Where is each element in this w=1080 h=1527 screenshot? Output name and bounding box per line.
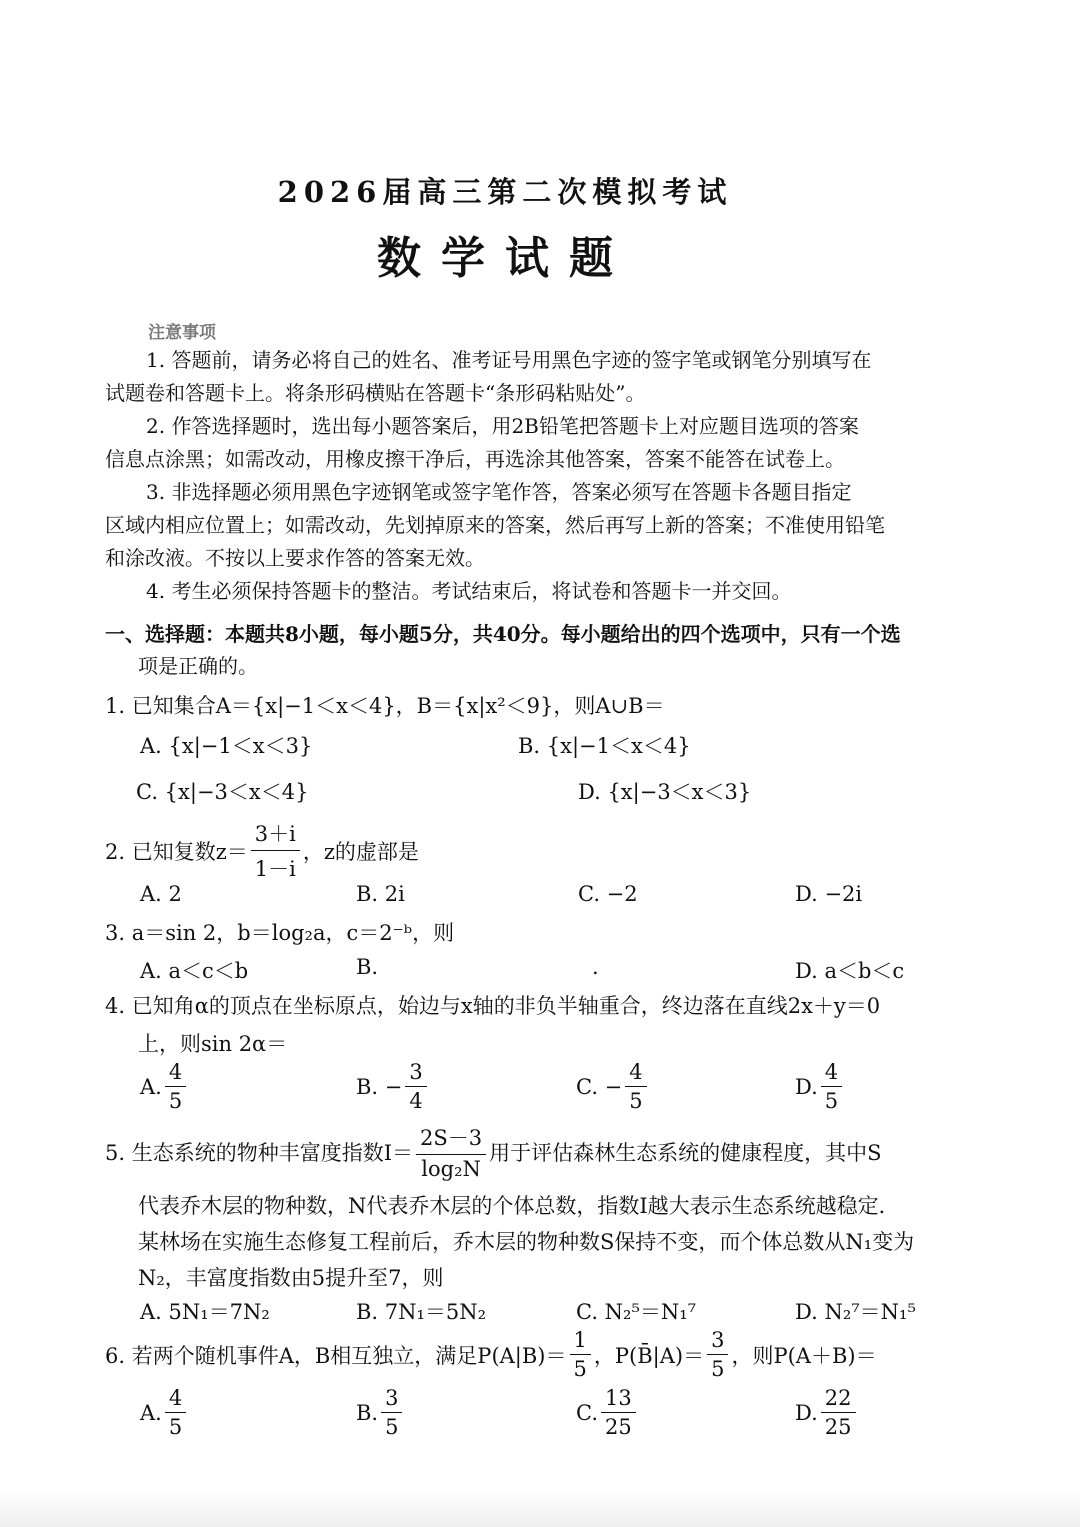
fraction-den: 25	[605, 1415, 632, 1439]
q5-fraction-num: 2S－3	[416, 1122, 486, 1155]
q1-option-d: D. {x|−3＜x＜3}	[578, 780, 752, 804]
exam-subtitle: 2026届高三第二次模拟考试	[277, 175, 733, 209]
q2-stem	[105, 818, 419, 883]
q5-option-b: B. 7N₁＝5N₂	[356, 1300, 487, 1324]
q2-fraction	[251, 818, 300, 883]
q5-option-c: C. N₂⁵＝N₁⁷	[576, 1300, 697, 1324]
section-heading-cont: 项是正确的。	[138, 654, 258, 678]
q6-stem-post: ，则P(A＋B)＝	[731, 1343, 877, 1368]
q6-option-d	[795, 1386, 859, 1439]
notice-line: 信息点涂黑；如需改动，用橡皮擦干净后，再选涂其他答案，答案不能答在试卷上。	[105, 447, 845, 471]
notice-line: 区域内相应位置上；如需改动，先划掉原来的答案，然后再写上新的答案；不准使用铅笔	[105, 513, 885, 537]
q3-stem: 3. a＝sin 2，b＝log₂a，c＝2⁻ᵇ，则	[105, 921, 455, 945]
fraction-den: 5	[711, 1357, 725, 1381]
q6-stem-mid: ，P(B̄|A)＝	[593, 1343, 705, 1368]
fraction-den: 5	[573, 1357, 587, 1381]
q4-option-d-label: D.	[795, 1074, 818, 1099]
q4-option-a-fraction	[165, 1060, 186, 1113]
fraction-den: 5	[168, 1415, 183, 1439]
q4-option-b-fraction	[405, 1060, 426, 1113]
fraction-num: 13	[601, 1386, 636, 1413]
q4-option-c	[576, 1060, 650, 1113]
fraction-num: 3	[405, 1060, 426, 1087]
q1-option-c: C. {x|−3＜x＜4}	[136, 780, 309, 804]
q5-stem-line3: 某林场在实施生态修复工程前后，乔木层的物种数S保持不变，而个体总数从N₁变为	[138, 1230, 915, 1254]
notice-line: 2. 作答选择题时，选出每小题答案后，用2B铅笔把答题卡上对应题目选项的答案	[146, 414, 859, 438]
fraction-den: 5	[168, 1089, 183, 1113]
page-bottom-shadow	[0, 1490, 1080, 1527]
section-heading: 一、选择题：本题共8小题，每小题5分，共40分。每小题给出的四个选项中，只有一个选	[105, 622, 901, 646]
q6-stem-pre: 6. 若两个随机事件A，B相互独立，满足P(A|B)＝	[105, 1343, 567, 1368]
q4-option-c-fraction	[625, 1060, 646, 1113]
q5-stem-pre: 5. 生态系统的物种丰富度指数I＝	[105, 1140, 414, 1165]
fraction-num: 3	[381, 1386, 402, 1413]
q2-option-a: A. 2	[140, 882, 182, 906]
q2-option-c: C. −2	[578, 882, 638, 906]
q6-option-d-label: D.	[795, 1400, 818, 1425]
q6-option-d-fraction	[821, 1386, 856, 1439]
q6-fraction-1	[570, 1328, 591, 1381]
fraction-num: 1	[570, 1328, 591, 1355]
q3-option-a: A. a＜c＜b	[140, 959, 249, 983]
q6-option-b	[356, 1386, 405, 1439]
q2-option-d: D. −2i	[795, 882, 863, 906]
q6-fraction-2	[707, 1328, 728, 1381]
q4-option-a-label: A.	[140, 1074, 162, 1099]
q6-option-c-label: C.	[576, 1400, 598, 1425]
q3-option-d: D. a＜b＜c	[795, 959, 905, 983]
q1-stem: 1. 已知集合A＝{x|−1＜x＜4}，B＝{x|x²＜9}，则A∪B＝	[105, 694, 665, 718]
q6-option-b-fraction	[381, 1386, 402, 1439]
fraction-den: 25	[824, 1415, 852, 1439]
q1-option-a: A. {x|−1＜x＜3}	[140, 734, 313, 758]
fraction-den: 5	[824, 1089, 839, 1113]
q3-option-c: .	[592, 955, 599, 979]
fraction-num: 3	[707, 1328, 728, 1355]
notice-line: 1. 答题前，请务必将自己的姓名、准考证号用黑色字迹的签字笔或钢笔分别填写在	[146, 348, 872, 372]
q1-option-b: B. {x|−1＜x＜4}	[518, 734, 691, 758]
q4-stem-line1: 4. 已知角α的顶点在坐标原点，始边与x轴的非负半轴重合，终边落在直线2x＋y＝0	[105, 994, 881, 1018]
q2-option-b: B. 2i	[356, 882, 405, 906]
q2-fraction-den: 1－i	[254, 857, 296, 881]
fraction-num: 4	[625, 1060, 646, 1087]
q5-stem-line1	[105, 1122, 882, 1181]
q4-option-d-fraction	[821, 1060, 842, 1113]
fraction-num: 4	[165, 1386, 186, 1413]
q6-option-b-label: B.	[356, 1400, 379, 1425]
notice-line: 试题卷和答题卡上。将条形码横贴在答题卡“条形码粘贴处”。	[105, 381, 646, 405]
q2-fraction-num: 3＋i	[251, 818, 300, 851]
fraction-den: 5	[385, 1415, 399, 1439]
q6-option-c-fraction	[601, 1386, 636, 1439]
q6-stem	[105, 1328, 877, 1381]
q4-option-d	[795, 1060, 845, 1113]
notice-line: 4. 考生必须保持答题卡的整洁。考试结束后，将试卷和答题卡一并交回。	[146, 579, 792, 603]
q5-fraction	[416, 1122, 486, 1181]
fraction-num: 4	[165, 1060, 186, 1087]
q2-stem-post: ，z的虚部是	[302, 839, 419, 864]
q4-option-b-label: B. −	[356, 1074, 403, 1099]
notice-line: 3. 非选择题必须用黑色字迹钢笔或签字笔作答，答案必须写在答题卡各题目指定	[146, 480, 852, 504]
q4-option-c-label: C. −	[576, 1074, 623, 1099]
q2-stem-pre: 2. 已知复数z＝	[105, 839, 248, 864]
q4-stem-line2: 上，则sin 2α＝	[138, 1032, 288, 1056]
q5-fraction-den: log₂N	[421, 1157, 481, 1181]
fraction-den: 5	[629, 1089, 643, 1113]
fraction-den: 4	[409, 1089, 423, 1113]
q5-option-a: A. 5N₁＝7N₂	[140, 1300, 270, 1324]
q4-option-b	[356, 1060, 430, 1113]
q4-option-a	[140, 1060, 189, 1113]
q3-option-b: B.	[356, 955, 379, 979]
exam-title: 数学试题	[377, 233, 633, 284]
fraction-num: 22	[821, 1386, 856, 1413]
q5-option-d: D. N₂⁷＝N₁⁵	[795, 1300, 916, 1324]
q6-option-a-fraction	[165, 1386, 186, 1439]
fraction-num: 4	[821, 1060, 842, 1087]
q5-stem-line4: N₂，丰富度指数由5提升至7，则	[138, 1266, 444, 1290]
q6-option-a	[140, 1386, 189, 1439]
q6-option-c	[576, 1386, 639, 1439]
q5-stem-line2: 代表乔木层的物种数，N代表乔木层的个体总数，指数I越大表示生态系统越稳定．	[138, 1194, 900, 1218]
q6-option-a-label: A.	[140, 1400, 162, 1425]
notice-line: 和涂改液。不按以上要求作答的答案无效。	[105, 546, 485, 570]
q5-stem-post: 用于评估森林生态系统的健康程度，其中S	[489, 1140, 882, 1165]
notice-label: 注意事项	[148, 323, 216, 343]
